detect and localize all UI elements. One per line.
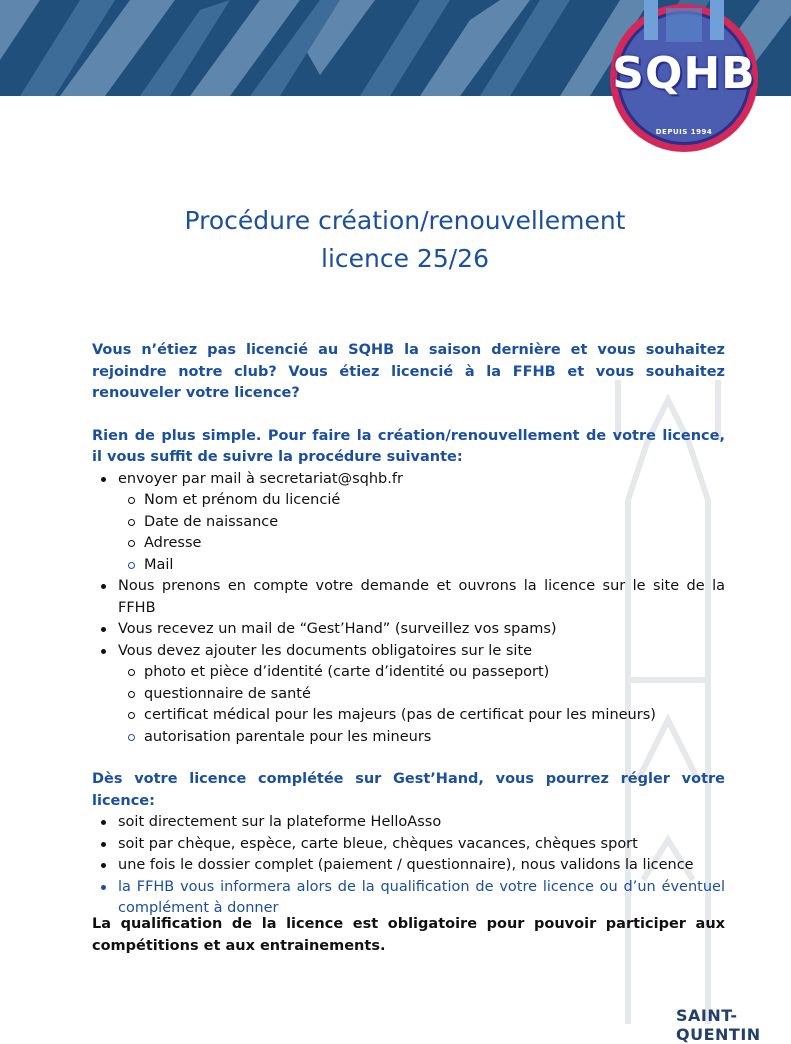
list-item: soit par chèque, espèce, carte bleue, chèques vacances, chèques sport bbox=[118, 834, 725, 856]
list-item: Nom et prénom du licencié bbox=[144, 490, 725, 512]
final-note: La qualification de la licence est obligatoire pour pouvoir participer aux compétitions et aux entrainements. bbox=[92, 916, 725, 954]
list-item bbox=[118, 641, 725, 749]
sub-list bbox=[118, 662, 725, 748]
payment-intro: Dès votre licence complétée sur Gest’Hand, vous pourrez régler votre licence: bbox=[92, 771, 725, 809]
list-item: questionnaire de santé bbox=[144, 684, 725, 706]
intro-paragraph: Vous n’étiez pas licencié au SQHB la saison dernière et vous souhaitez rejoindre notre club? Vous étiez licencié à la FFHB et vous souhaitez renouveler votre licence? bbox=[92, 342, 725, 401]
title-line-1: Procédure création/renouvellement bbox=[184, 206, 626, 235]
list-item: certificat médical pour les majeurs (pas de certificat pour les mineurs) bbox=[144, 705, 725, 727]
list-item: la FFHB vous informera alors de la qualification de votre licence ou d’un éventuel complément à donner bbox=[118, 877, 725, 920]
list-item: Adresse bbox=[144, 533, 725, 555]
main-content bbox=[92, 340, 725, 920]
procedure-steps bbox=[92, 469, 725, 749]
payment-list bbox=[92, 812, 725, 920]
list-item: Vous recevez un mail de “Gest’Hand” (surveillez vos spams) bbox=[118, 619, 725, 641]
list-item: autorisation parentale pour les mineurs bbox=[144, 727, 725, 749]
list-item: soit directement sur la plateforme HelloAsso bbox=[118, 812, 725, 834]
club-logo bbox=[604, 0, 764, 160]
list-item: Nous prenons en compte votre demande et ouvrons la licence sur le site de la FFHB bbox=[118, 576, 725, 619]
step-text: Vous devez ajouter les documents obligatoires sur le site bbox=[118, 642, 533, 659]
list-item: photo et pièce d’identité (carte d’identité ou passeport) bbox=[144, 662, 725, 684]
logo-subtitle: DEPUIS 1994 bbox=[655, 128, 713, 136]
step-text: envoyer par mail à secretariat@sqhb.fr bbox=[118, 470, 403, 487]
list-item: Date de naissance bbox=[144, 512, 725, 534]
logo-text: SQHB bbox=[612, 48, 756, 99]
title-line-2: licence 25/26 bbox=[321, 244, 489, 273]
sub-list bbox=[118, 490, 725, 576]
list-item: une fois le dossier complet (paiement / questionnaire), nous validons la licence bbox=[118, 855, 725, 877]
procedure-intro: Rien de plus simple. Pour faire la création/renouvellement de votre licence, il vous suffit de suivre la procédure suivante: bbox=[92, 427, 725, 465]
list-item bbox=[118, 469, 725, 577]
page-title bbox=[120, 202, 690, 278]
list-item: Mail bbox=[144, 555, 725, 577]
footer-brand: SAINT-QUENTIN bbox=[676, 1006, 761, 1044]
